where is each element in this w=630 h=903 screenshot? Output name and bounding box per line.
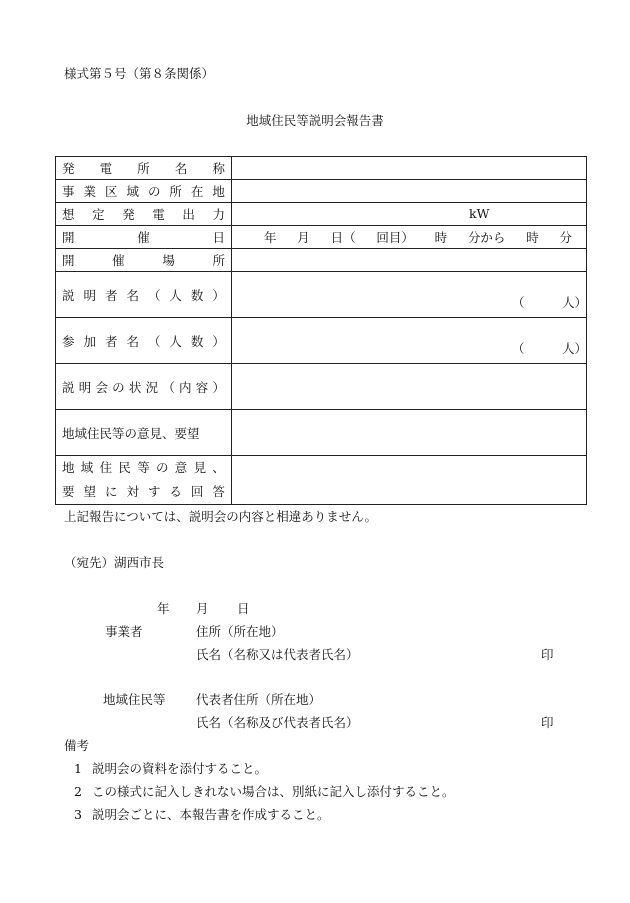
label-line <box>62 480 225 504</box>
business-address-label: 住所（所在地） <box>196 624 284 639</box>
label-char: 説 <box>62 287 75 303</box>
label-answers-text <box>62 456 225 504</box>
signature-date-day: 日 <box>237 601 250 616</box>
label-char: 力 <box>212 207 225 222</box>
label-text <box>62 182 225 200</box>
label-char: 者 <box>104 333 118 349</box>
label-text <box>62 205 225 223</box>
label-char: 内 <box>179 379 192 395</box>
label-char: 開 <box>62 230 75 245</box>
label-char: 状 <box>128 379 142 395</box>
row-output <box>56 203 587 226</box>
label-char: 事 <box>62 184 75 199</box>
label-status <box>56 364 232 410</box>
row-site-location <box>56 180 587 203</box>
row-participants <box>56 318 587 364</box>
label-text <box>62 159 225 177</box>
label-char: 加 <box>83 333 96 349</box>
remarks-num: 2 <box>74 784 82 799</box>
rep-seal: 印 <box>541 715 554 730</box>
date-part: 時 <box>434 230 448 245</box>
date-parts <box>232 228 586 246</box>
label-char: （ <box>162 379 175 395</box>
label-text <box>62 286 225 304</box>
date-part: 回目） <box>376 230 414 245</box>
participants-count: （ 人） <box>512 341 588 356</box>
remarks-text: この様式に記入しきれない場合は、別紙に記入し添付すること。 <box>91 784 455 799</box>
label-char: 数 <box>190 287 204 303</box>
label-char: 名 <box>174 161 188 176</box>
label-char: 所 <box>137 161 150 176</box>
label-text <box>62 251 225 269</box>
label-char: 発 <box>122 207 135 222</box>
report-table <box>55 156 587 505</box>
label-char: 明 <box>83 287 96 303</box>
label-char: 数 <box>190 333 204 349</box>
row-presenters <box>56 272 587 318</box>
label-char: ） <box>212 287 225 303</box>
row-venue <box>56 249 587 272</box>
label-char: の <box>112 379 125 395</box>
label-char: 等 <box>137 460 150 475</box>
label-char: 地 <box>62 460 75 475</box>
presenters-count: （ 人） <box>512 295 588 310</box>
label-char: る <box>169 484 182 499</box>
label-char: 答 <box>212 484 225 499</box>
date-part: 年 <box>264 230 277 245</box>
label-char: 容 <box>195 379 209 395</box>
field-participants[interactable] <box>232 318 587 364</box>
label-char: 望 <box>83 484 96 499</box>
row-date <box>56 226 587 249</box>
remarks-num: 1 <box>74 761 82 776</box>
label-char: 域 <box>80 460 94 475</box>
field-venue[interactable] <box>232 249 587 272</box>
label-char: 明 <box>78 379 92 395</box>
field-presenters[interactable] <box>232 272 587 318</box>
label-site-location <box>56 180 232 203</box>
label-char: 人 <box>169 333 182 349</box>
label-char: 対 <box>126 484 139 499</box>
label-char: 開 <box>62 253 75 268</box>
resident-label: 地域住民等 <box>103 692 166 707</box>
label-char: 出 <box>182 207 195 222</box>
label-char: 民 <box>118 460 131 475</box>
label-char: 住 <box>99 460 113 475</box>
signature-date-year: 年 <box>157 601 170 616</box>
date-part: 日（ <box>330 230 356 245</box>
label-char: 発 <box>62 161 75 176</box>
label-char: 名 <box>126 287 139 303</box>
label-char: 、 <box>212 460 225 475</box>
field-site-location[interactable] <box>232 180 587 203</box>
label-char: 称 <box>212 161 225 176</box>
label-presenters <box>56 272 232 318</box>
label-char: ） <box>212 333 225 349</box>
date-part: 分 <box>559 230 572 245</box>
field-date[interactable] <box>232 226 587 249</box>
label-char: 名 <box>126 333 139 349</box>
business-label: 事業者 <box>105 624 143 639</box>
date-part: 時 <box>526 230 539 245</box>
remarks-text: 説明会の資料を添付すること。 <box>91 761 267 776</box>
label-char: 催 <box>137 230 150 245</box>
label-venue <box>56 249 232 272</box>
label-text <box>62 228 225 246</box>
rep-address-label: 代表者住所（所在地） <box>196 692 322 707</box>
field-status[interactable] <box>232 364 587 410</box>
label-char: 業 <box>83 184 96 199</box>
row-answers <box>56 456 587 505</box>
label-char: 説 <box>62 379 75 395</box>
label-char: 域 <box>126 184 139 199</box>
label-text <box>62 332 225 350</box>
label-char: 所 <box>212 253 225 268</box>
label-char: 地 <box>212 184 225 199</box>
label-char: 電 <box>152 207 165 222</box>
statement: 上記報告については、説明会の内容と相違ありません。 <box>64 509 378 524</box>
label-char: の <box>155 460 169 475</box>
label-text <box>62 378 225 396</box>
label-char: （ <box>147 287 161 303</box>
label-char: 電 <box>99 161 113 176</box>
label-char: ） <box>212 379 225 395</box>
remarks-heading: 備考 <box>64 738 90 753</box>
form-number: 様式第５号（第８条関係） <box>64 66 215 81</box>
row-opinions <box>56 410 587 456</box>
label-opinions <box>56 410 232 456</box>
label-char: 会 <box>95 379 108 395</box>
label-char: 場 <box>162 253 175 268</box>
field-plant-name[interactable] <box>232 157 587 180</box>
label-char: の <box>147 184 161 199</box>
label-char: （ <box>147 333 161 349</box>
document-title: 地域住民等説明会報告書 <box>246 113 384 128</box>
remarks-num: 3 <box>74 807 82 822</box>
label-char: 所 <box>169 184 182 199</box>
label-char: 催 <box>112 253 125 268</box>
label-char: 要 <box>62 484 75 499</box>
date-part: 分から <box>467 230 506 245</box>
label-char: 日 <box>212 230 225 245</box>
remarks-item <box>74 759 277 777</box>
remarks-item <box>74 805 339 823</box>
label-char: 区 <box>104 184 118 199</box>
label-char: 回 <box>190 484 204 499</box>
label-char: 在 <box>190 184 204 199</box>
business-name-label: 氏名（名称又は代表者氏名） <box>196 647 359 662</box>
business-seal: 印 <box>541 647 554 662</box>
label-char: す <box>147 484 161 499</box>
remarks-item <box>74 782 464 800</box>
label-participants <box>56 318 232 364</box>
label-output <box>56 203 232 226</box>
rep-name-label: 氏名（名称及び代表者氏名） <box>196 715 359 730</box>
label-char: 参 <box>62 333 75 349</box>
label-line <box>62 456 225 480</box>
date-part: 月 <box>297 230 310 245</box>
label-opinions-text: 地域住民等の意見、要望 <box>62 425 200 441</box>
label-char: 意 <box>174 460 188 475</box>
signature-date-month: 月 <box>196 601 209 616</box>
label-char: 者 <box>104 287 118 303</box>
field-opinions[interactable] <box>232 410 587 456</box>
label-date <box>56 226 232 249</box>
row-status <box>56 364 587 410</box>
label-plant-name <box>56 157 232 180</box>
remarks-text: 説明会ごとに、本報告書を作成すること。 <box>91 807 330 822</box>
label-char: 想 <box>62 207 75 222</box>
label-char: 況 <box>145 379 159 395</box>
field-answers[interactable] <box>232 456 587 505</box>
label-char: 定 <box>92 207 105 222</box>
addressee: （宛先）湖西市長 <box>64 555 165 570</box>
kw-unit: kW <box>469 206 490 221</box>
field-output[interactable] <box>232 203 587 226</box>
label-char: 人 <box>169 287 182 303</box>
label-char: 見 <box>193 460 207 475</box>
label-answers <box>56 456 232 505</box>
label-char: に <box>104 484 118 499</box>
row-plant-name <box>56 157 587 180</box>
